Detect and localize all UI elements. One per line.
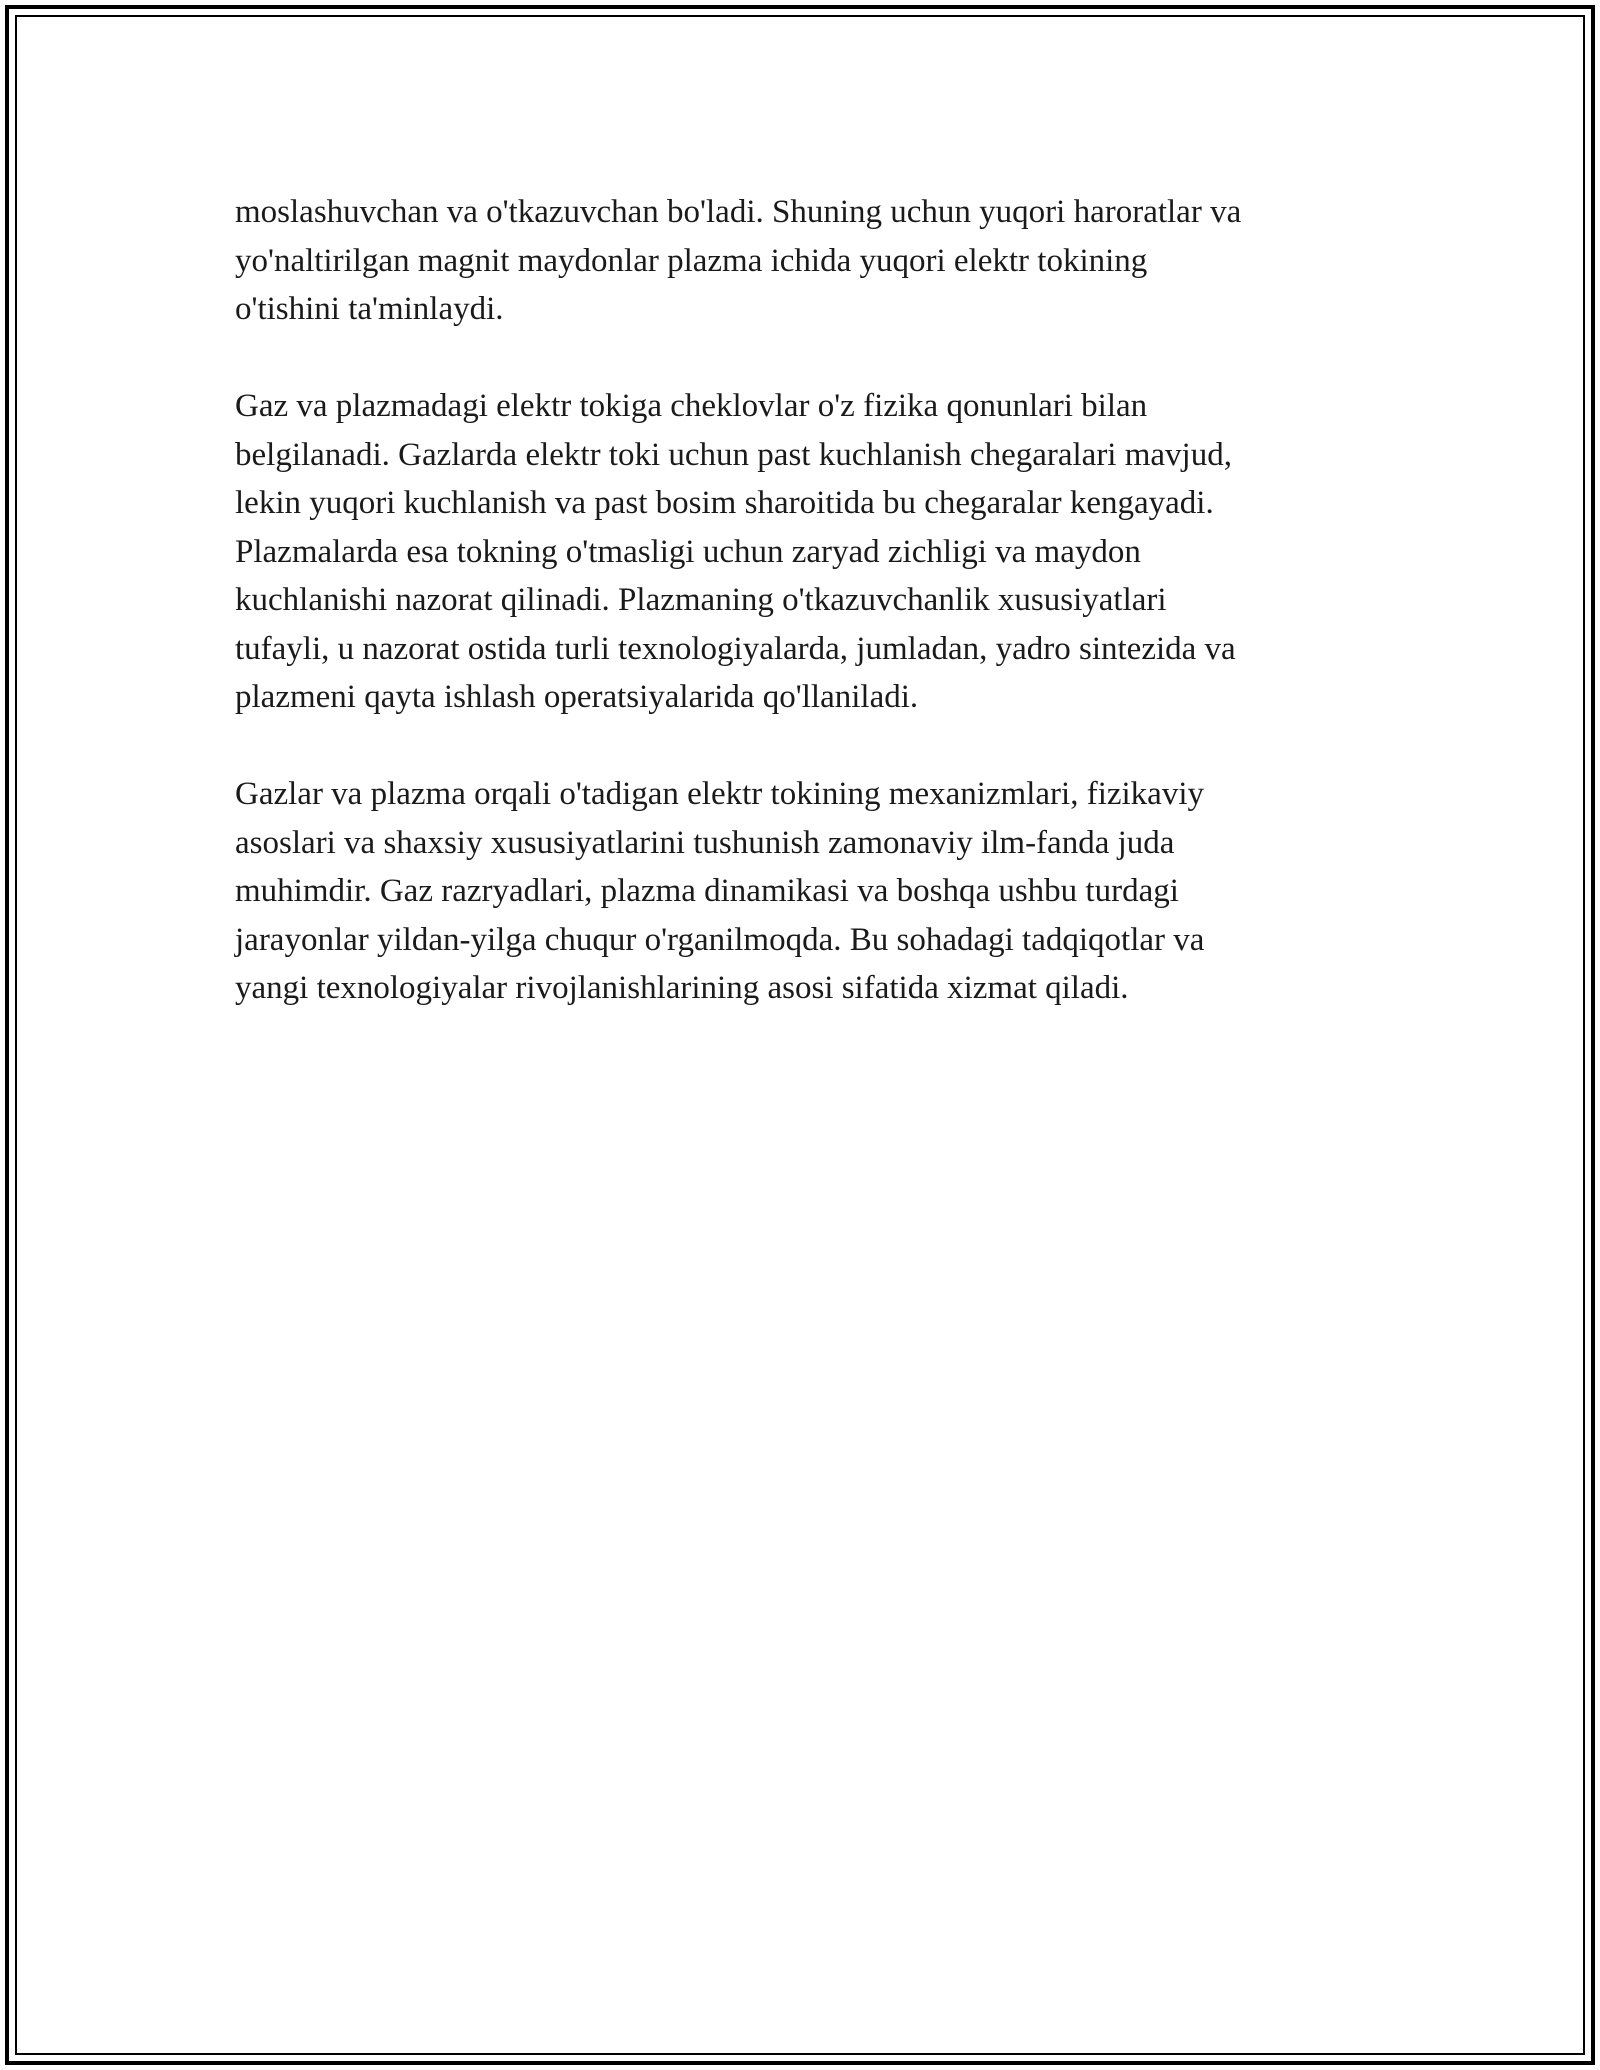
paragraph-3: Gazlar va plazma orqali o'tadigan elektr tokining mexanizmlari, fizikaviy asoslari va shaxsiy xususiyatlarini tushunish zamonaviy ilm-fanda juda muhimdir. Gaz razryadlari, plazma dinamikasi va boshqa ushbu turdagi jarayonlar yildan-yilga chuqur o'rganilmoqda. Bu sohadagi tadqiqotlar va yangi texnologiyalar rivojlanishlarining asosi sifatida xizmat qiladi. bbox=[235, 776, 1205, 1006]
paragraph-2: Gaz va plazmadagi elektr tokiga cheklovlar o'z fizika qonunlari bilan belgilanadi. Gazlarda elektr toki uchun past kuchlanish chegaralari mavjud, lekin yuqori kuchlanish va past bosim sharoitida bu chegaralar kengayadi. Plazmalarda esa tokning o'tmasligi uchun zaryad zichligi va maydon kuchlanishi nazorat qilinadi. Plazmaning o'tkazuvchanlik xususiyatlari tufayli, u nazorat ostida turli texnologiyalarda, jumladan, yadro sintezida va plazmeni qayta ishlash operatsiyalarida qo'llaniladi. bbox=[235, 388, 1236, 715]
paragraph-1: moslashuvchan va o'tkazuvchan bo'ladi. Shuning uchun yuqori haroratlar va yo'naltirilgan magnit maydonlar plazma ichida yuqori elektr tokining o'tishini ta'minlaydi. bbox=[235, 194, 1242, 327]
document-body bbox=[235, 188, 1385, 1061]
